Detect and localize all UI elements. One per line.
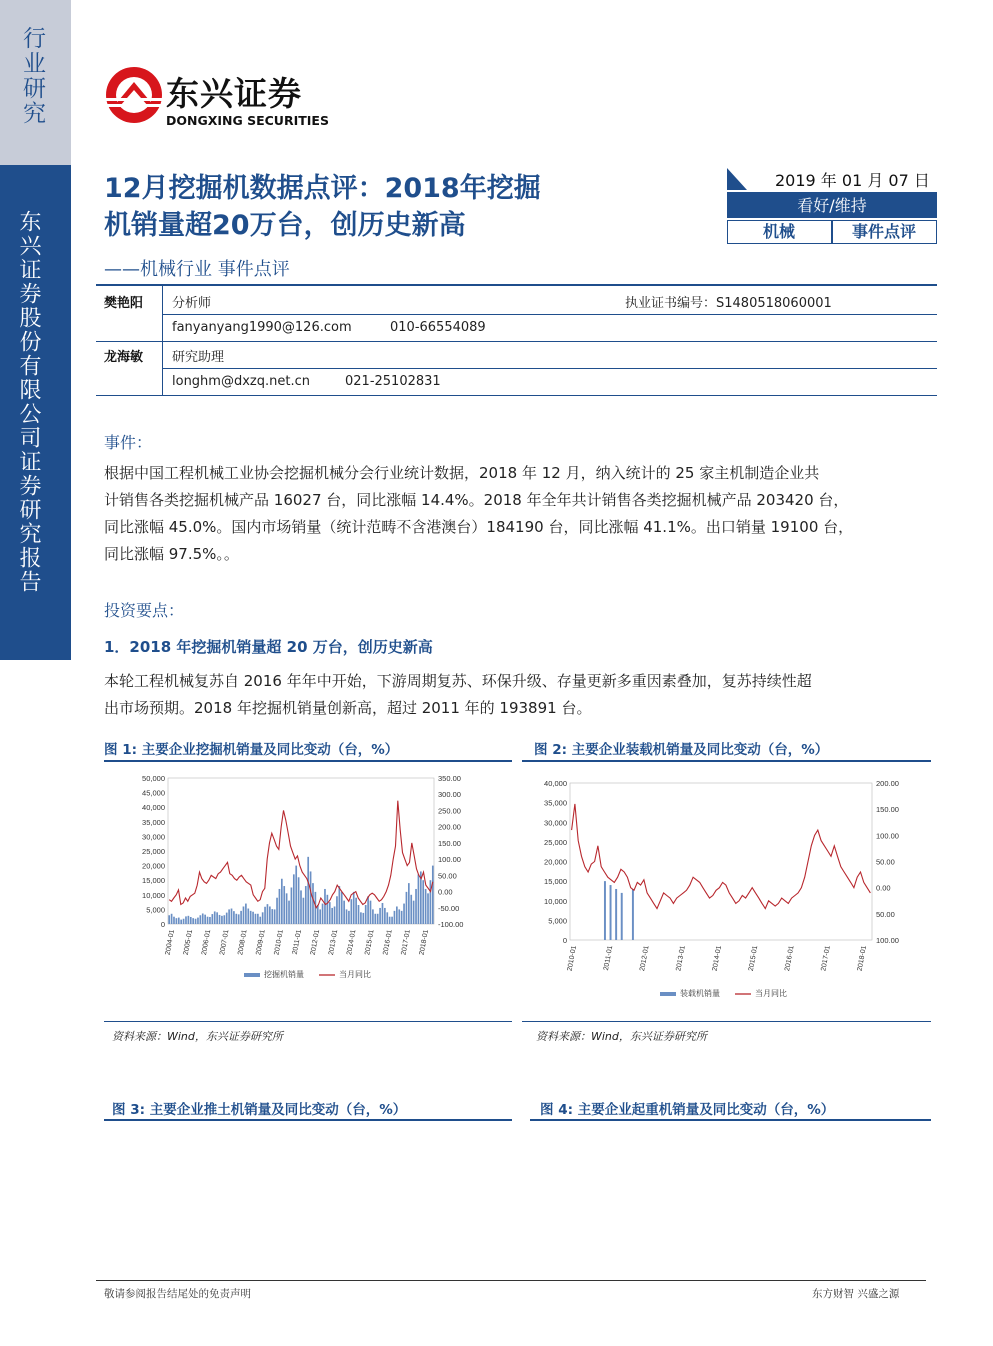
bar — [211, 914, 213, 924]
left-tick-label: 25,000 — [544, 837, 567, 847]
left-tick-label: 15,000 — [544, 877, 567, 887]
event-line: 计销售各类挖掘机械产品 16027 台，同比涨幅 14.4%。2018 年全年共计销售各类挖掘机械产品 203420 台， — [104, 491, 849, 509]
x-tick-label: 2017-01 — [400, 929, 412, 956]
bar — [350, 899, 352, 924]
x-tick-label: 2014-01 — [346, 929, 358, 956]
bar — [604, 881, 606, 940]
bar — [334, 906, 336, 924]
assistant-role: 研究助理 — [172, 350, 225, 365]
bar — [259, 917, 261, 924]
left-tick-label: 40,000 — [544, 779, 567, 788]
bar — [358, 905, 360, 924]
figure1-source: 资料来源：Wind，东兴证券研究所 — [112, 1030, 283, 1043]
x-tick-label: 2016-01 — [784, 945, 796, 972]
bar — [331, 908, 333, 924]
left-tick-label: 0 — [562, 936, 567, 945]
bar — [207, 917, 209, 924]
point1-line: 本轮工程机械复苏自 2016 年年中开始，下游周期复苏、环保升级、存量更新多重因素叠加，复苏持续性超 — [104, 672, 812, 690]
x-tick-label: 2016-01 — [382, 929, 394, 956]
bar — [432, 866, 434, 924]
bar — [267, 904, 269, 924]
bar — [394, 911, 396, 924]
assistant-name: 龙海敏 — [104, 350, 144, 365]
event-paragraph — [104, 460, 928, 568]
right-tick-label: 200.00 — [438, 822, 461, 832]
left-tick-label: 20,000 — [142, 861, 165, 871]
left-tick-label: 15,000 — [142, 876, 165, 886]
right-tick-label: 0.00 — [438, 887, 453, 897]
left-tick-label: 35,000 — [544, 798, 567, 808]
bar — [274, 909, 276, 924]
x-tick-label: 2011-01 — [291, 929, 303, 956]
left-tick-label: 0 — [160, 920, 165, 929]
x-tick-label: 2014-01 — [711, 945, 723, 972]
bar — [173, 917, 175, 924]
bar — [279, 889, 281, 924]
x-tick-label: 2009-01 — [255, 929, 267, 956]
left-tick-label: 25,000 — [142, 847, 165, 856]
analyst-email[interactable]: fanyanyang1990@126.com — [172, 320, 352, 335]
bar — [413, 901, 415, 924]
bar — [348, 911, 350, 924]
legend-bar-label: 挖掘机销量 — [264, 970, 304, 979]
bar — [245, 904, 247, 924]
right-tick-label: 150.00 — [876, 805, 899, 815]
legend-line-label: 当月同比 — [755, 989, 787, 998]
point1-paragraph — [104, 668, 928, 722]
figure3-title: 图 3: 主要企业推土机销量及同比变动（台，%） — [112, 1102, 407, 1118]
bar — [197, 918, 199, 924]
bar — [319, 909, 321, 924]
bar — [336, 896, 338, 924]
bar — [391, 917, 393, 924]
loader-chart — [522, 764, 931, 1014]
event-line: 同比涨幅 97.5%。。 — [104, 545, 239, 563]
table-rule — [162, 314, 937, 315]
right-tick-label: 50.00 — [876, 857, 895, 867]
bar — [171, 914, 173, 924]
report-date: 2019 年 01 月 07 日 — [775, 171, 930, 190]
figure1-source-rule — [104, 1021, 512, 1022]
bar — [382, 903, 384, 924]
x-tick-label: 2018-01 — [418, 929, 430, 956]
bar — [271, 909, 273, 924]
table-column-rule — [162, 285, 163, 395]
x-tick-label: 2013-01 — [675, 945, 687, 972]
bar — [339, 886, 341, 924]
bar — [214, 911, 216, 924]
bar — [406, 892, 408, 924]
bar — [247, 909, 249, 924]
report-title-line2: 机销量超20万台，创历史新高 — [104, 210, 466, 241]
bar — [374, 914, 376, 924]
right-tick-label: 50.00 — [876, 909, 895, 919]
bar — [305, 886, 307, 924]
legend-bar-label: 装载机销量 — [680, 989, 720, 998]
bar — [288, 901, 290, 924]
right-tick-label: 250.00 — [438, 806, 461, 816]
bar — [418, 874, 420, 924]
right-tick-label: 150.00 — [438, 838, 461, 848]
bar — [408, 883, 410, 924]
bar — [226, 913, 228, 924]
figure2-source: 资料来源：Wind，东兴证券研究所 — [536, 1030, 707, 1043]
side-band-bottom-text: 东兴证券股份有限公司证券研究报告 — [16, 210, 41, 594]
right-tick-label: -100.00 — [438, 920, 464, 929]
figure2-source-rule — [522, 1021, 931, 1022]
point1-title: 1．2018 年挖掘机销量超 20 万台，创历史新高 — [104, 638, 433, 656]
figure4-title: 图 4: 主要企业起重机销量及同比变动（台，%） — [540, 1102, 835, 1118]
x-tick-label: 2015-01 — [364, 929, 376, 956]
bar — [353, 892, 355, 924]
bar — [269, 906, 271, 924]
figure1-rule — [104, 760, 512, 762]
right-tick-label: 350.00 — [438, 774, 461, 783]
footer-slogan: 东方财智 兴盛之源 — [812, 1288, 900, 1300]
corner-triangle-icon — [727, 168, 747, 190]
bar — [257, 914, 259, 924]
logo-text-cn: 东兴证券 — [166, 74, 302, 113]
left-tick-label: 30,000 — [544, 818, 567, 828]
bar — [293, 874, 295, 924]
right-tick-label: 100.00 — [876, 936, 899, 945]
x-tick-label: 2008-01 — [237, 929, 249, 956]
left-tick-label: 40,000 — [142, 803, 165, 813]
analyst-cert: 执业证书编号：S1480518060001 — [625, 296, 832, 311]
bar — [188, 916, 190, 924]
left-tick-label: 5,000 — [548, 916, 567, 926]
left-tick-label: 20,000 — [544, 857, 567, 867]
bar — [310, 871, 312, 924]
analyst-name: 樊艳阳 — [104, 296, 144, 311]
bar — [195, 919, 197, 924]
left-tick-label: 50,000 — [142, 774, 165, 783]
bar — [281, 879, 283, 924]
side-band-top-text: 行业研究 — [19, 26, 45, 126]
bar — [264, 907, 266, 924]
bar — [329, 902, 331, 924]
legend-bar-swatch — [660, 992, 676, 996]
bar — [192, 918, 194, 924]
bar — [221, 916, 223, 924]
bar — [180, 920, 182, 924]
left-tick-label: 35,000 — [142, 817, 165, 827]
bar — [427, 893, 429, 924]
figure1-title: 图 1: 主要企业挖掘机销量及同比变动（台，%） — [104, 742, 399, 758]
bar — [610, 885, 612, 940]
bar — [283, 886, 285, 924]
bar — [410, 895, 412, 924]
report-subtitle: ——机械行业 事件点评 — [104, 259, 290, 280]
bar — [219, 915, 221, 924]
bar — [396, 906, 398, 924]
right-tick-label: 300.00 — [438, 790, 461, 800]
bar — [168, 915, 170, 924]
bar — [200, 915, 202, 924]
left-tick-label: 30,000 — [142, 832, 165, 842]
bar — [223, 915, 225, 924]
figure2-title: 图 2: 主要企业装载机销量及同比变动（台，%） — [534, 742, 829, 758]
footer-disclaimer: 敬请参阅报告结尾处的免责声明 — [104, 1288, 251, 1300]
bar — [370, 901, 372, 924]
bar — [178, 918, 180, 924]
bar — [185, 916, 187, 924]
assistant-email[interactable]: longhm@dxzq.net.cn — [172, 374, 310, 389]
left-tick-label: 10,000 — [142, 890, 165, 900]
bar — [183, 919, 185, 924]
right-tick-label: 200.00 — [876, 779, 899, 788]
bar — [202, 913, 204, 924]
bar — [231, 909, 233, 924]
footer-rule — [96, 1280, 926, 1281]
left-tick-label: 5,000 — [146, 905, 165, 915]
bar — [367, 896, 369, 924]
event-heading: 事件： — [104, 433, 153, 452]
figure3-rule — [104, 1119, 512, 1121]
x-tick-label: 2005-01 — [182, 929, 195, 956]
bar — [255, 914, 257, 924]
left-tick-label: 10,000 — [544, 896, 567, 906]
bar — [403, 904, 405, 924]
bar — [346, 909, 348, 924]
invest-heading: 投资要点： — [104, 601, 185, 620]
x-tick-label: 2017-01 — [820, 945, 832, 972]
bar — [286, 893, 288, 924]
bar — [360, 912, 362, 924]
bar — [233, 911, 235, 924]
x-tick-label: 2013-01 — [327, 929, 340, 956]
bar — [615, 889, 617, 940]
rating-label: 看好/维持 — [797, 196, 867, 215]
x-tick-label: 2012-01 — [309, 929, 322, 956]
bar — [415, 889, 417, 924]
x-tick-label: 2015-01 — [747, 945, 760, 972]
bar — [209, 917, 211, 924]
right-tick-label: 100.00 — [876, 831, 899, 841]
table-rule — [162, 368, 937, 369]
bar — [365, 905, 367, 924]
right-tick-label: 50.00 — [438, 871, 457, 881]
assistant-phone: 021-25102831 — [345, 374, 441, 389]
bar — [303, 898, 305, 924]
legend-bar-swatch — [244, 973, 260, 977]
bar — [176, 918, 178, 924]
bar — [300, 890, 302, 924]
bar — [250, 911, 252, 924]
x-tick-label: 2004-01 — [164, 929, 176, 956]
x-tick-label: 2007-01 — [219, 929, 231, 956]
event-line: 根据中国工程机械工业协会挖掘机械分会行业统计数据，2018 年 12 月，纳入统计的 25 家主机制造企业共 — [104, 464, 820, 482]
bar — [355, 898, 357, 924]
bar — [228, 909, 230, 924]
bar — [425, 889, 427, 924]
bar — [216, 912, 218, 924]
dongxing-logo-icon — [104, 54, 164, 136]
bar — [235, 914, 237, 924]
analyst-phone: 010-66554089 — [390, 320, 486, 335]
x-tick-label: 2012-01 — [639, 945, 651, 972]
bar — [252, 912, 254, 924]
figure2-rule — [522, 760, 931, 762]
bar — [243, 906, 245, 924]
report-title — [104, 170, 624, 244]
bar — [362, 913, 364, 924]
bar — [238, 914, 240, 924]
table-top-rule — [96, 284, 937, 286]
bar — [204, 915, 206, 924]
bar — [341, 892, 343, 924]
event-line: 同比涨幅 45.0%。国内市场销量（统计范畴不含港澳台）184190 台，同比涨幅 41.1%。出口销量 19100 台， — [104, 518, 854, 536]
table-bottom-rule — [96, 395, 937, 396]
bar — [372, 909, 374, 924]
bar — [379, 908, 381, 924]
bar — [312, 883, 314, 924]
bar — [298, 877, 300, 924]
bar — [324, 889, 326, 924]
analyst-role: 分析师 — [172, 296, 212, 311]
right-tick-label: 0.00 — [876, 883, 891, 893]
right-tick-label: -50.00 — [438, 903, 460, 913]
left-tick-label: 45,000 — [142, 788, 165, 798]
bar — [307, 857, 309, 924]
bar — [317, 905, 319, 924]
right-tick-label: 100.00 — [438, 855, 461, 865]
bar — [621, 893, 623, 940]
bar — [190, 917, 192, 924]
table-rule — [96, 341, 937, 342]
category-industry: 机械 — [762, 222, 795, 241]
logo-text-en: DONGXING SECURITIES — [166, 113, 329, 128]
x-tick-label: 2010-01 — [566, 945, 578, 972]
bar — [276, 898, 278, 924]
x-tick-label: 2011-01 — [602, 945, 615, 972]
x-tick-label: 2006-01 — [200, 929, 213, 956]
figure4-rule — [530, 1119, 931, 1121]
x-tick-label: 2010-01 — [273, 929, 285, 956]
category-type: 事件点评 — [851, 222, 916, 241]
bar — [295, 866, 297, 924]
bar — [322, 904, 324, 924]
legend-line-label: 当月同比 — [339, 970, 371, 979]
bar — [632, 889, 634, 940]
bar — [377, 914, 379, 924]
bar — [291, 888, 293, 925]
bar — [401, 911, 403, 924]
bar — [262, 912, 264, 924]
x-tick-label: 2018-01 — [856, 945, 868, 972]
excavator-chart — [104, 764, 512, 1014]
bar — [240, 911, 242, 924]
bar — [422, 880, 424, 924]
bar — [398, 909, 400, 924]
bar — [343, 901, 345, 924]
bar — [384, 908, 386, 924]
bar — [430, 880, 432, 924]
bar — [386, 912, 388, 924]
report-title-line1: 12月挖掘机数据点评：2018年挖掘 — [104, 173, 541, 204]
bar — [327, 895, 329, 924]
bar — [389, 917, 391, 924]
point1-line: 出市场预期。2018 年挖掘机销量创新高，超过 2011 年的 193891 台。 — [104, 699, 592, 717]
